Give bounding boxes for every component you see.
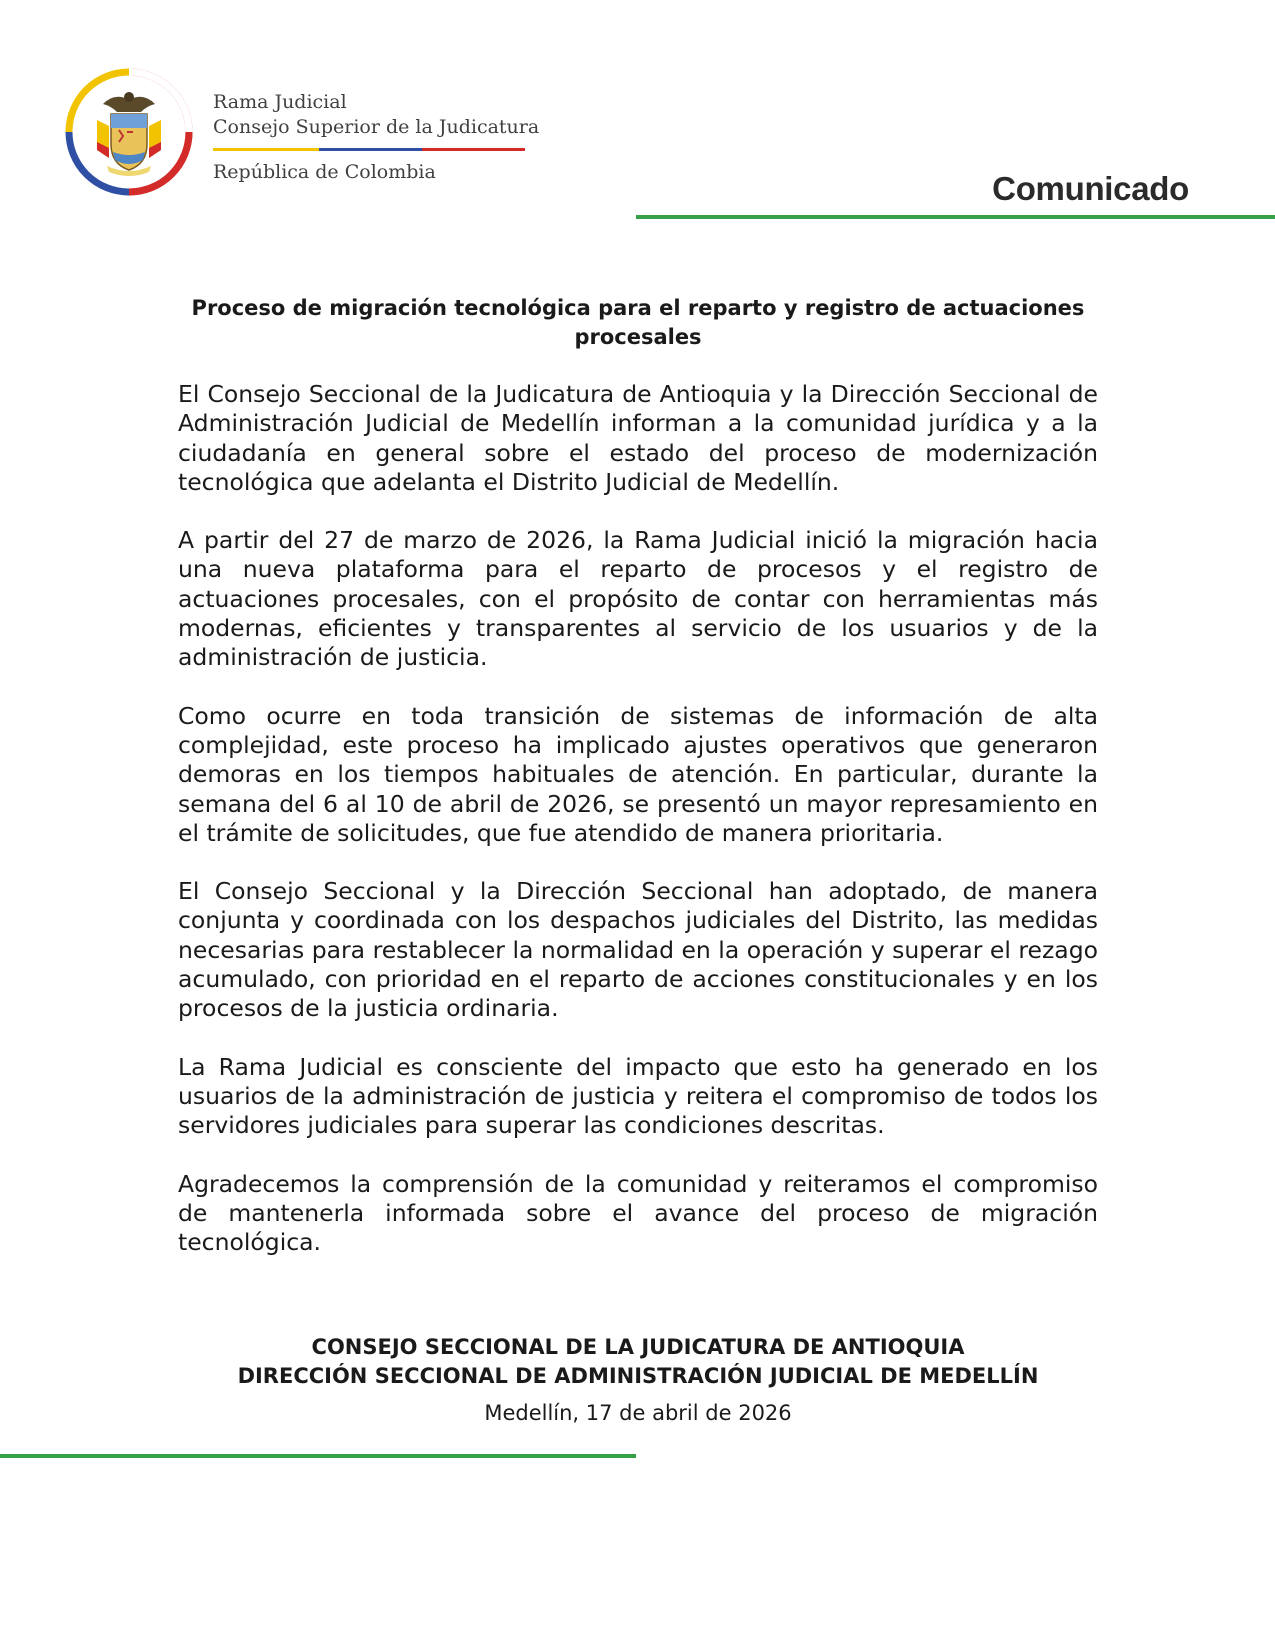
signature-directorate: DIRECCIÓN SECCIONAL DE ADMINISTRACIÓN JUDICIAL DE MEDELLÍN — [237, 1364, 1039, 1388]
signature-date: Medellín, 17 de abril de 2026 — [484, 1401, 792, 1425]
signature-block — [178, 1333, 1098, 1428]
document-type-heading: Comunicado — [992, 170, 1189, 207]
footer-divider — [0, 1454, 636, 1458]
rama-judicial-logo — [63, 66, 195, 198]
document-body — [178, 380, 1098, 1286]
paragraph: A partir del 27 de marzo de 2026, la Rama Judicial inició la migración hacia una nueva plataforma para el reparto de procesos y el registro de actuaciones procesales, con el propósito de contar con herramientas más modernas, eficientes y transparentes al servicio de los usuarios y de la administración de justicia. — [178, 526, 1098, 672]
org-name: Rama Judicial — [213, 91, 347, 113]
header-divider — [636, 215, 1275, 219]
organization-block — [213, 90, 539, 185]
org-council: Consejo Superior de la Judicatura — [213, 116, 540, 138]
tricolor-divider — [213, 148, 525, 151]
paragraph: Agradecemos la comprensión de la comunidad y reiteramos el compromiso de mantenerla informada sobre el avance del proceso de migración tecnológica. — [178, 1169, 1098, 1257]
paragraph: El Consejo Seccional de la Judicatura de Antioquia y la Dirección Seccional de Administración Judicial de Medellín informan a la comunidad jurídica y a la ciudadanía en general sobre el estado del proceso de modernización tecnológica que adelanta el Distrito Judicial de Medellín. — [178, 380, 1098, 496]
paragraph: La Rama Judicial es consciente del impacto que esto ha generado en los usuarios de la administración de justicia y reitera el compromiso de todos los servidores judiciales para superar las condiciones descritas. — [178, 1052, 1098, 1140]
org-country: República de Colombia — [213, 161, 436, 183]
paragraph: El Consejo Seccional y la Dirección Seccional han adoptado, de manera conjunta y coordinada con los despachos judiciales del Distrito, las medidas necesarias para restablecer la normalidad en la operación y superar el rezago acumulado, con prioridad en el reparto de acciones constitucionales y en los procesos de la justicia ordinaria. — [178, 877, 1098, 1023]
signature-council: CONSEJO SECCIONAL DE LA JUDICATURA DE ANTIOQUIA — [311, 1335, 965, 1359]
paragraph: Como ocurre en toda transición de sistemas de información de alta complejidad, este proceso ha implicado ajustes operativos que generaron demoras en los tiempos habituales de atención. En particular, durante la semana del 6 al 10 de abril de 2026, se presentó un mayor represamiento en el trámite de solicitudes, que fue atendido de manera prioritaria. — [178, 701, 1098, 847]
colombia-coat-of-arms-icon — [97, 92, 161, 176]
document-title: Proceso de migración tecnológica para el reparto y registro de actuaciones procesales — [191, 296, 1085, 349]
